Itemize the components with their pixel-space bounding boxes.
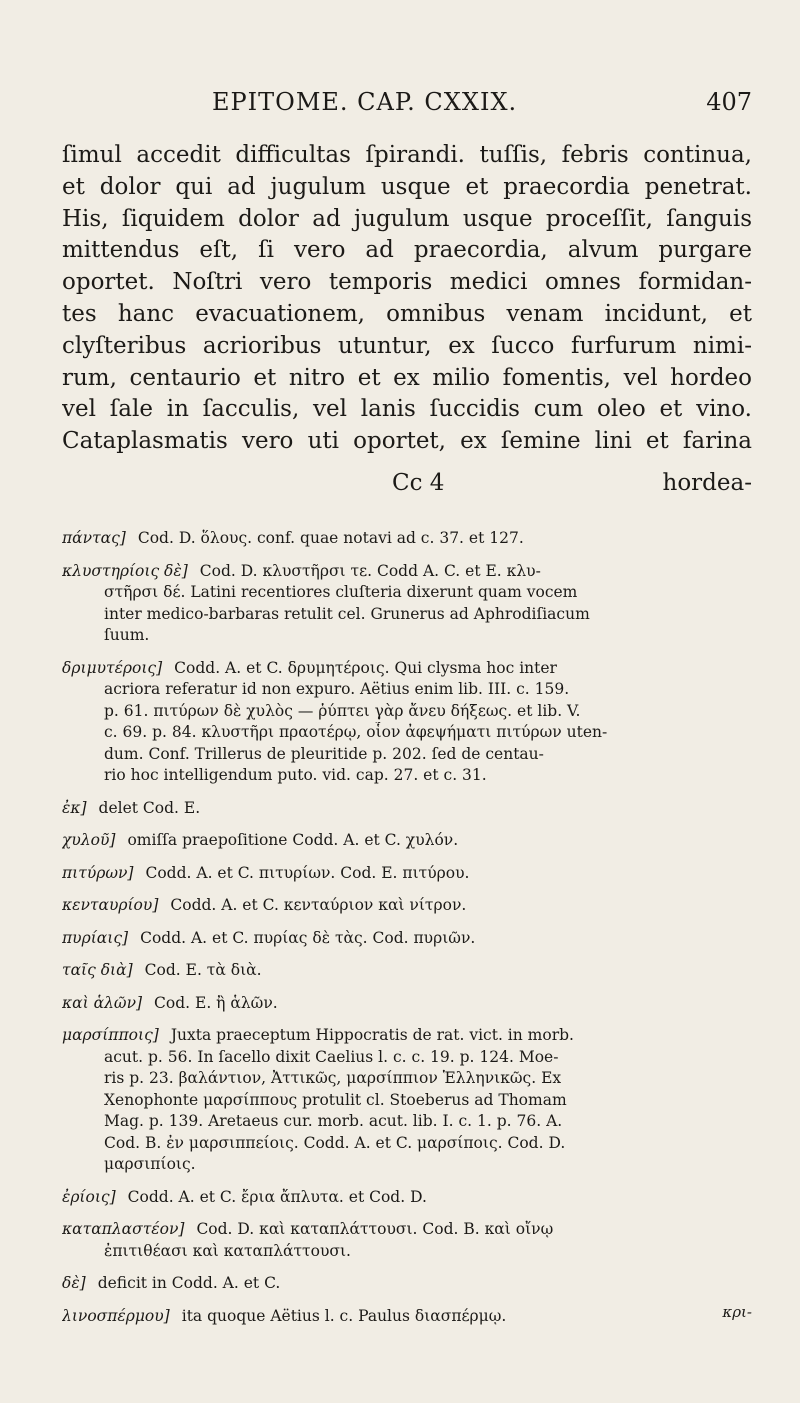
footnote-text: ſuum. — [104, 626, 150, 644]
footnote-lemma: δὲ] — [62, 1274, 86, 1292]
footnote-text: acut. p. 56. In ſacello dixit Caelius l. c. c. 19. p. 124. Moe- — [104, 1047, 559, 1066]
footnote — [62, 561, 752, 647]
footnote-line — [62, 1025, 752, 1047]
signature-line — [62, 470, 752, 502]
footnote-line — [62, 1090, 752, 1112]
footnote-lemma: καὶ ἁλῶν] — [62, 993, 143, 1012]
footnote — [62, 830, 752, 852]
footnote-lemma: πυρίαις] — [62, 928, 129, 947]
footnote — [62, 993, 752, 1015]
footnote-text: μαρσιπίοις. — [104, 1155, 196, 1173]
footnote-lemma: χυλοῦ] — [62, 831, 116, 849]
footnote-text: ris p. 23. βαλάντιον, Ἀττικῶς, μαρσίππιον Ἑλληνικῶς. Ex — [104, 1069, 562, 1087]
signature-mark: Cc 4 — [392, 470, 445, 496]
footnote-text: inter medico-barbaras retulit cel. Grunerus ad Aphrodiſiacum — [104, 604, 590, 623]
footnote-line — [62, 1273, 752, 1295]
footnote-line — [62, 1306, 752, 1328]
page-number: 407 — [706, 88, 752, 116]
footnote-line — [62, 895, 752, 917]
footnote-text: Codd. A. et C. κενταύριον καὶ νίτρον. — [170, 896, 467, 914]
footnote-text: Cod. D. καὶ καταπλάττουσι. Cod. B. καὶ οἴνῳ — [196, 1220, 554, 1238]
footnote-text: deficit in Codd. A. et C. — [97, 1274, 281, 1292]
text-line: et dolor qui ad jugulum usque et praecordia penetrat. — [62, 173, 752, 200]
header-title: EPITOME. CAP. CXXIX. — [212, 88, 518, 116]
footnote — [62, 528, 752, 550]
footnote-text: delet Cod. E. — [98, 798, 201, 817]
footnote-line — [62, 1187, 752, 1209]
footnote-text: c. 69. p. 84. κλυστῆρι πραοτέρῳ, οἷον ἀφεψήματι πιτύρων uten- — [104, 723, 608, 741]
footnote-lemma: καταπλαστέον] — [62, 1220, 185, 1238]
footnote-lemma: ἐκ] — [62, 798, 87, 817]
footnote — [62, 798, 752, 820]
footnote — [62, 1273, 752, 1295]
text-line: oportet. Noſtri vero temporis medici omnes formidan- — [62, 269, 752, 296]
footnote-line — [62, 960, 752, 982]
text-line: tes hanc evacuationem, omnibus venam incidunt, et — [62, 300, 752, 327]
text-line: vel ſale in ſacculis, vel lanis ſuccidis cum oleo et vino. — [62, 396, 752, 423]
main-text-block — [62, 140, 752, 458]
footnote-text: dum. Conf. Trillerus de pleuritide p. 202. ſed de centau- — [104, 744, 544, 763]
footnote-text: ἐπιτιθέασι καὶ καταπλάττουσι. — [104, 1241, 351, 1260]
footnote-text: στῆρσι δέ. Latini recentiores cluſteria dixerunt quam vocem — [104, 583, 578, 601]
text-line: His, ſiquidem dolor ad jugulum usque proceſſit, ſanguis — [62, 205, 752, 232]
footnote-lemma: πιτύρων] — [62, 863, 134, 882]
footnote-lemma: πάντας] — [62, 529, 126, 547]
footnote-line — [62, 744, 752, 766]
footnote — [62, 658, 752, 787]
footnote-line — [62, 798, 752, 820]
footnote-text: Cod. D. κλυστῆρσι τε. Codd A. C. et E. κλυ- — [199, 561, 541, 580]
footnote-line — [62, 1068, 752, 1090]
footnote-line — [62, 1111, 752, 1133]
footnote-text: Codd. A. et C. ἔρια ἄπλυτα. et Cod. D. — [127, 1187, 427, 1206]
footnote-text: acriora referatur id non expuro. Aëtius enim lib. III. c. 159. — [104, 680, 570, 698]
footnote-line — [62, 722, 752, 744]
footnote-text: ita quoque Aëtius l. c. Paulus διασπέρμῳ. — [181, 1306, 507, 1325]
footnote-line — [62, 604, 752, 626]
footnote-lemma: ἐρίοις] — [62, 1187, 116, 1206]
footnote-line — [62, 625, 752, 647]
footnote-line — [62, 582, 752, 604]
footnote-text: omiſſa praepoſitione Codd. A. et C. χυλόν. — [127, 831, 459, 849]
footnote-line — [62, 863, 752, 885]
catchword: hordea- — [662, 470, 752, 496]
footnote-lemma: ταῖς διὰ] — [62, 961, 133, 979]
footnote-lemma: δριμυτέροις] — [62, 658, 163, 677]
footnote-text: Juxta praeceptum Hippocratis de rat. vict. in morb. — [170, 1026, 574, 1044]
footnote-lemma: κενταυρίου] — [62, 896, 159, 914]
footnote-line — [62, 993, 752, 1015]
footnote — [62, 895, 752, 917]
footnote-line — [62, 1047, 752, 1069]
footnote — [62, 1025, 752, 1176]
footnote-text: Cod. E. ἢ ἁλῶν. — [154, 993, 278, 1012]
footnote-text: rio hoc intelligendum puto. vid. cap. 27. et c. 31. — [104, 766, 487, 784]
footnotes — [62, 528, 752, 1338]
footnote-line — [62, 928, 752, 950]
footnote-line — [62, 658, 752, 680]
footnote-lemma: λινοσπέρμου] — [62, 1306, 170, 1325]
footnote-text: Cod. D. ὅλους. conf. quae notavi ad c. 37. et 127. — [137, 529, 524, 547]
footnote — [62, 1219, 752, 1262]
footnote-line — [62, 701, 752, 723]
footnote — [62, 928, 752, 950]
footnote — [62, 1306, 752, 1328]
text-line: rum, centaurio et nitro et ex milio fomentis, vel hordeo — [62, 364, 752, 391]
footnote-line — [62, 561, 752, 583]
footer-catchword: κρι- — [722, 1303, 752, 1321]
footnote — [62, 960, 752, 982]
running-header — [62, 88, 752, 128]
footnote-text: p. 61. πιτύρων δὲ χυλὸς — ῥύπτει γὰρ ἄνευ δήξεως. et lib. V. — [104, 701, 581, 720]
text-line: Cataplasmatis vero uti oportet, ex ſemine lini et farina — [62, 428, 752, 455]
footnote-line — [62, 1241, 752, 1263]
text-line: mittendus eſt, ſi vero ad praecordia, alvum purgare — [62, 237, 752, 264]
footnote-text: Codd. A. et C. πιτυρίων. Cod. E. πιτύρου. — [145, 863, 470, 882]
footnote-lemma: κλυστηρίοις δὲ] — [62, 561, 188, 580]
footnote-line — [62, 1133, 752, 1155]
footnote-line — [62, 1154, 752, 1176]
text-line: clyſteribus acrioribus utuntur, ex ſucco furfurum nimi- — [62, 332, 752, 359]
footnote-text: Cod. E. τὰ διὰ. — [144, 961, 262, 979]
footnote-line — [62, 679, 752, 701]
footnote-line — [62, 765, 752, 787]
footnote-line — [62, 528, 752, 550]
footnote — [62, 863, 752, 885]
footnote-text: Codd. A. et C. δρυμητέροις. Qui clysma hoc inter — [174, 658, 557, 677]
text-line: ſimul accedit difficultas ſpirandi. tuſſis, febris continua, — [62, 142, 752, 168]
footnote-text: Mag. p. 139. Aretaeus cur. morb. acut. lib. I. c. 1. p. 76. A. — [104, 1112, 563, 1130]
footnote-line — [62, 830, 752, 852]
footnote-text: Xenophonte μαρσίππους protulit cl. Stoeberus ad Thomam — [104, 1090, 567, 1109]
footnote-lemma: μαρσίπποις] — [62, 1026, 159, 1044]
footnote-text: Codd. A. et C. πυρίας δὲ τὰς. Cod. πυριῶν. — [140, 928, 476, 947]
footnote-text: Cod. B. ἐν μαρσιππείοις. Codd. A. et C. μαρσίποις. Cod. D. — [104, 1133, 566, 1152]
footnote-line — [62, 1219, 752, 1241]
footnote — [62, 1187, 752, 1209]
